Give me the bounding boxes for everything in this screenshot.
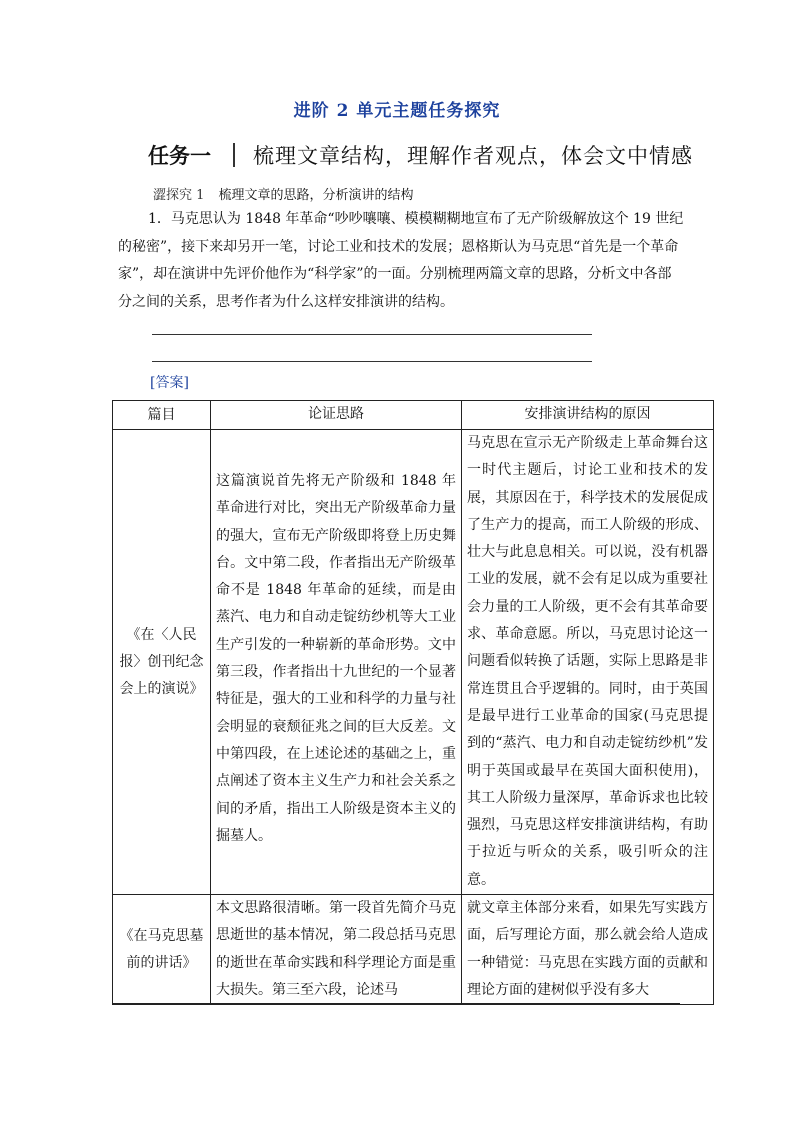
row-title: 《在〈人民报〉创刊纪念会上的演说》 bbox=[113, 430, 211, 895]
row-reasoning: 这篇演说首先将无产阶级和 1848 年革命进行对比，突出无产阶级革命力量的强大，宣布无产阶级即将登上历史舞台。文中第二段，作者指出无产阶级革命不是 1848 年革命的延续，而是由蒸汽、电力和自动走锭纺纱机等大工业生产引发的一种崭新的革命形势。文中第三段，作者指出十九世纪的一个显著特征是，强大的工业和科学的力量与社会明显的衰颓征兆之间的巨大反差。文中第四段，在上述论述的基础之上，重点阐述了资本主义生产力和社会关系之间的矛盾，指出工人阶级是资本主义的掘墓人。 bbox=[211, 430, 462, 895]
answer-blank-line-1 bbox=[152, 334, 592, 335]
explore-heading bbox=[153, 184, 414, 203]
header-reasoning: 论证思路 bbox=[211, 401, 462, 430]
answer-table bbox=[112, 400, 714, 1005]
task-label: 任务一 bbox=[148, 144, 211, 168]
table-row bbox=[113, 430, 714, 895]
task-divider bbox=[233, 143, 235, 167]
row-reasoning: 本文思路很清晰。第一段首先简介马克思逝世的基本情况，第二段总括马克思的逝世在革命实践和科学理论方面是重大损失。第三至六段，论述马 bbox=[211, 895, 462, 1005]
row-title: 《在马克思墓前的讲话》 bbox=[113, 895, 211, 1005]
header-title: 篇目 bbox=[113, 401, 211, 430]
explore-tag: 澀探究 1 bbox=[153, 188, 205, 203]
row-reason: 马克思在宣示无产阶级走上革命舞台这一时代主题后，讨论工业和技术的发展，其原因在于，科学技术的发展促成了生产力的提高，而工人阶级的形成、壮大与此息息相关。可以说，没有机器工业的发展，就不会有足以成为重要社会力量的工人阶级，更不会有其革命要求、革命意愿。所以，马克思讨论这一问题看似转换了话题，实际上思路是非常连贯且合乎逻辑的。同时，由于英国是最早进行工业革命的国家(马克思提到的“蒸汽、电力和自动走锭纺纱机”发明于英国或最早在英国大面积使用)，其工人阶级力量深厚，革命诉求也比较强烈，马克思这样安排演讲结构，有助于拉近与听众的关系，吸引听众的注意。 bbox=[462, 430, 714, 895]
task-heading bbox=[148, 140, 693, 170]
table-header-row bbox=[113, 401, 714, 430]
question-paragraph: 1．马克思认为 1848 年革命“吵吵嚷嚷、模模糊糊地宣布了无产阶级解放这个 19 世纪的秘密”，接下来却另开一笔，讨论工业和技术的发展；恩格斯认为马克思“首先是一个革命家”，却在演讲中先评价他作为“科学家”的一面。分别梳理两篇文章的思路，分析文中各部分之间的关系，思考作者为什么这样安排演讲的结构。 bbox=[118, 211, 684, 310]
explore-text: 梳理文章的思路，分析演讲的结构 bbox=[218, 188, 414, 203]
answer-label: [答案] bbox=[150, 375, 189, 391]
answer-blank-line-2 bbox=[152, 361, 592, 362]
header-reason: 安排演讲结构的原因 bbox=[462, 401, 714, 430]
table-row bbox=[113, 895, 714, 1005]
section-title: 进阶 2 单元主题任务探究 bbox=[293, 101, 501, 121]
answer-table-container bbox=[112, 400, 708, 1004]
row-reason: 就文章主体部分来看，如果先写实践方面，后写理论方面，那么就会给人造成一种错觉：马克思在实践方面的贡献和理论方面的建树似乎没有多大 bbox=[462, 895, 714, 1005]
task-subtitle: 梳理文章结构，理解作者观点，体会文中情感 bbox=[253, 144, 693, 168]
